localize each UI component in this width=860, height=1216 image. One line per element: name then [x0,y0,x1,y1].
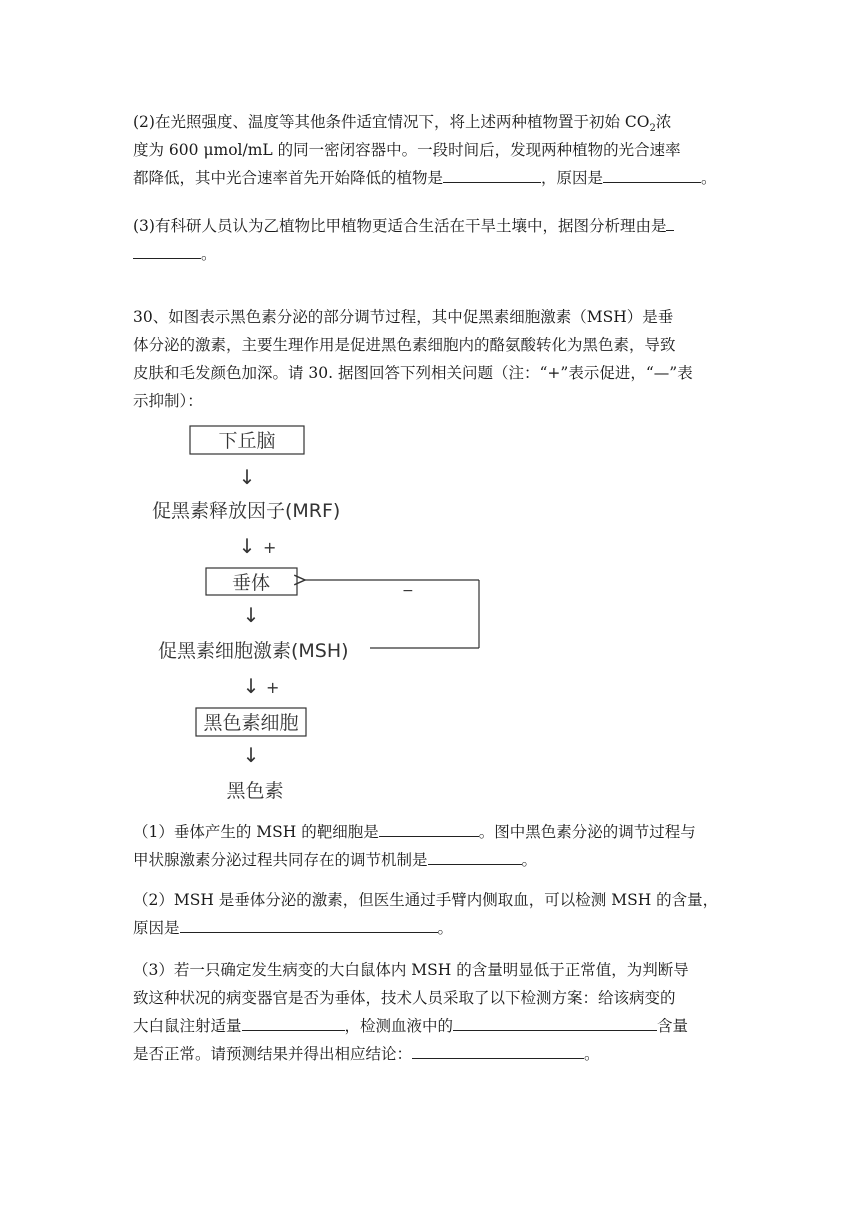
sub1-line-1 [133,818,728,846]
sub2-line-1: （2）MSH 是垂体分泌的激素，但医生通过手臂内侧取血，可以检测 MSH 的含量， [133,891,719,909]
melanin-regulation-diagram [130,410,550,810]
sub1-text: （1）垂体产生的 MSH 的靶细胞是 [133,823,379,841]
answer-blank[interactable] [666,212,674,231]
q30-line-2: 体分泌的激素，主要生理作用是促进黑色素细胞内的酪氨酸转化为黑色素，导致 [133,336,676,354]
sub1-text: 。 [521,851,538,869]
q2-text: ，原因是 [541,169,604,187]
sub-question-2 [133,886,728,942]
q3-text: (3)有科研人员认为乙植物比甲植物更适合生活在干旱土壤中，据图分析理由是 [133,217,667,235]
sub2-text: 。 [437,919,454,937]
q2-text: 。 [701,169,717,187]
answer-blank[interactable] [603,164,701,183]
sub3-text: ，检测血液中的 [344,1017,454,1035]
sub3-text: 是否正常。请预测结果并得出相应结论： [133,1045,413,1063]
question-30 [133,303,728,415]
melanin-label: 黑色素 [226,780,284,802]
arrow-down-icon: ↓ [238,465,256,489]
sub-question-1 [133,818,728,874]
sub1-text: 甲状腺激素分泌过程共同存在的调节机制是 [133,851,428,869]
q3-text: 。 [201,245,217,263]
msh-label: 促黑素细胞激素(MSH) [158,640,349,662]
inhibit-sign: − [402,583,414,599]
sub-question-3 [133,956,728,1068]
arrow-down-icon: ↓ [242,674,260,698]
q2-line-3 [133,164,728,192]
sub2-line-2 [133,914,728,942]
answer-blank[interactable] [428,846,522,865]
sub3-line-4 [133,1040,728,1068]
answer-blank[interactable] [379,818,479,837]
arrow-down-icon: ↓ [238,534,256,558]
promote-sign: + [266,678,280,697]
sub3-line-2: 致这种状况的病变器官是否为垂体，技术人员采取了以下检测方案：给该病变的 [133,989,676,1007]
answer-blank[interactable] [180,914,438,933]
q2-line-2: 度为 600 μmol/mL 的同一密闭容器中。一段时间后，发现两种植物的光合速率 [133,141,681,159]
sub3-text: 大白鼠注射适量 [133,1017,242,1035]
answer-blank[interactable] [412,1040,584,1059]
q2-text: (2)在光照强度、温度等其他条件适宜情况下，将上述两种植物置于初始 CO [133,113,650,131]
q2-line-1 [133,108,728,136]
melanocyte-label: 黑色素细胞 [203,712,299,734]
q3-line-2 [133,240,728,268]
question-2 [133,108,728,192]
co2-subscript: 2 [649,123,656,135]
sub3-line-3 [133,1012,728,1040]
answer-blank[interactable] [242,1012,345,1031]
sub2-text: 原因是 [133,919,180,937]
q3-line-1 [133,212,728,240]
q30-line-1: 30、如图表示黑色素分泌的部分调节过程，其中促黑素细胞激素（MSH）是垂 [133,308,674,326]
mrf-label: 促黑素释放因子(MRF) [152,500,341,522]
sub3-text: 。 [584,1045,600,1063]
q30-line-4: 示抑制）： [133,392,203,410]
hypothalamus-label: 下丘脑 [218,430,276,452]
question-3 [133,212,728,268]
answer-blank[interactable] [453,1012,657,1031]
q30-line-3: 皮肤和毛发颜色加深。请 30. 据图回答下列相关问题（注：“+”表示促进，“—”表 [133,364,693,382]
q2-text: 浓 [655,113,672,131]
q2-text: 都降低，其中光合速率首先开始降低的植物是 [133,169,444,187]
sub1-text: 。图中黑色素分泌的调节过程与 [478,823,696,841]
answer-blank[interactable] [133,240,201,259]
arrow-down-icon: ↓ [242,603,260,627]
answer-blank[interactable] [443,164,541,183]
promote-sign: + [263,538,277,557]
arrow-down-icon: ↓ [242,743,260,767]
sub1-line-2 [133,846,728,874]
sub3-line-1: （3）若一只确定发生病变的大白鼠体内 MSH 的含量明显低于正常值，为判断导 [133,961,689,979]
sub3-text: 含量 [657,1017,689,1035]
pituitary-label: 垂体 [231,572,271,594]
